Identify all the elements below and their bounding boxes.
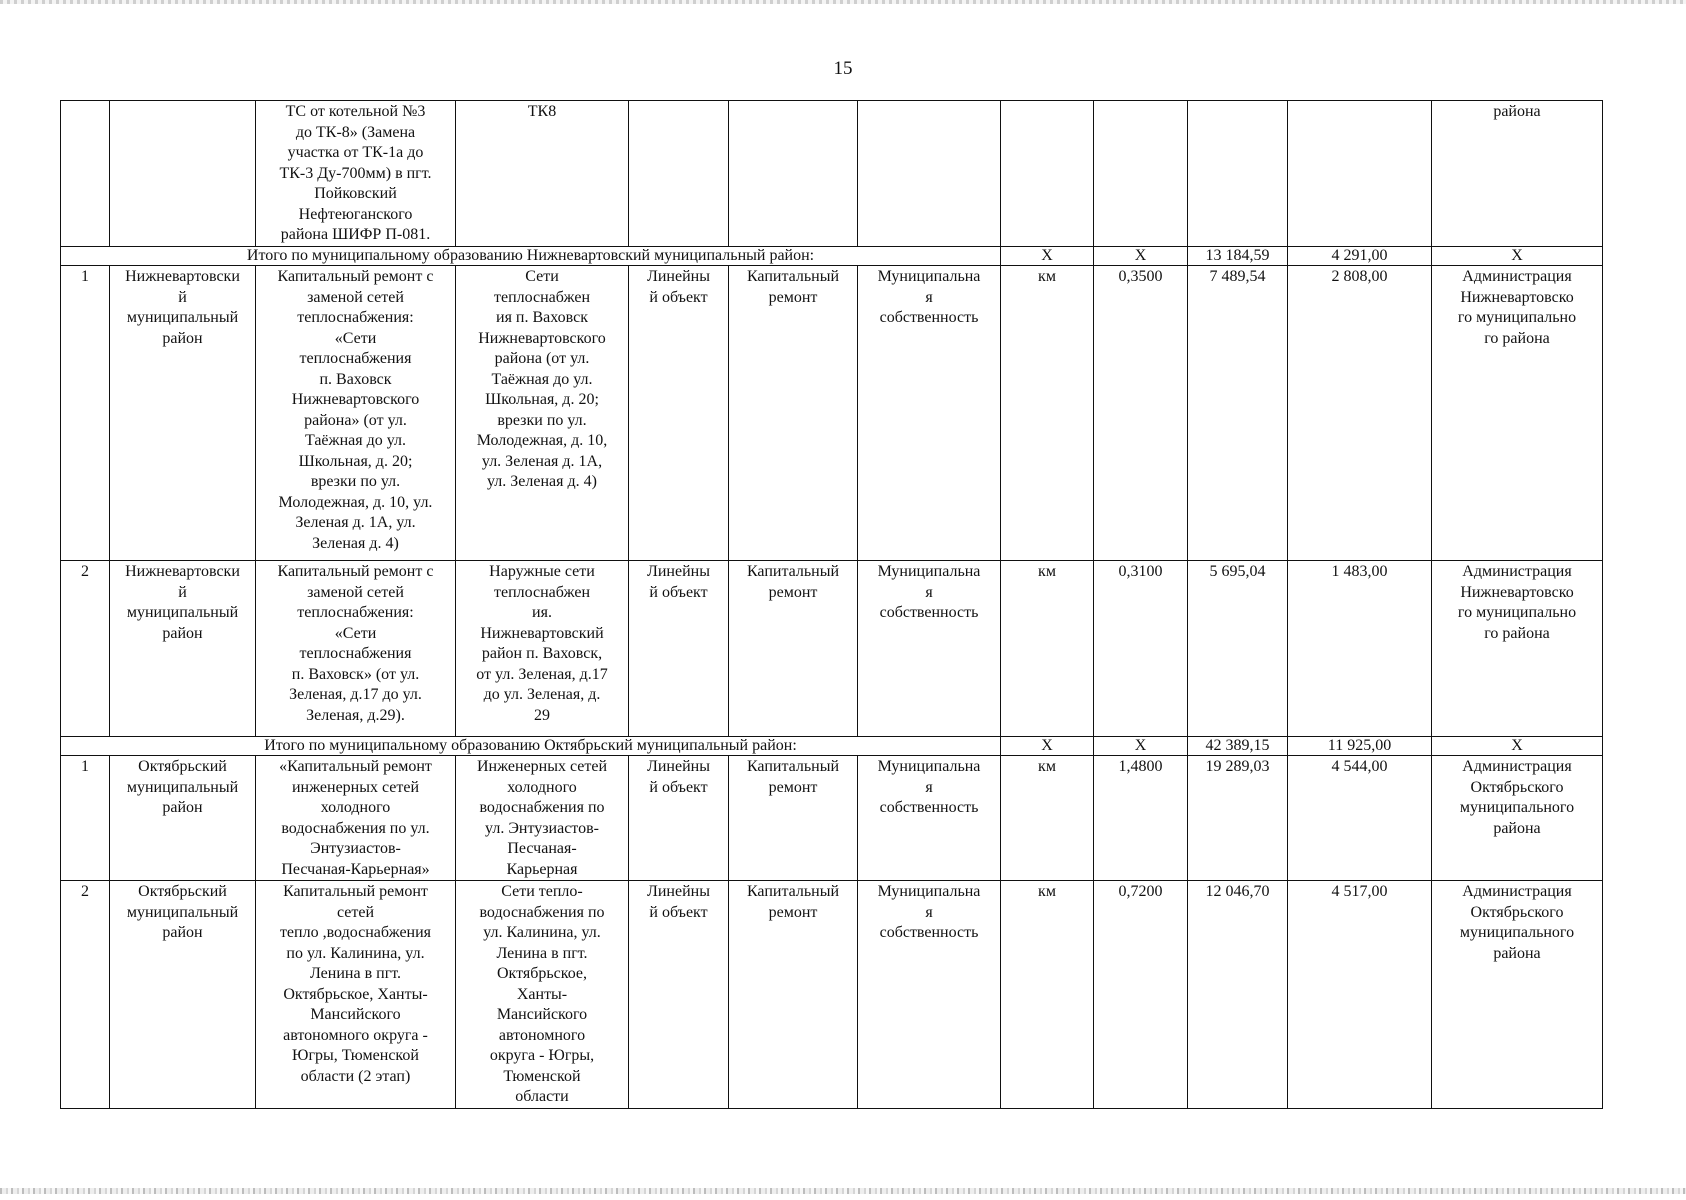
cell-budget: 2 808,00	[1288, 266, 1432, 561]
total-capacity: X	[1094, 247, 1188, 266]
cell-budget	[1288, 101, 1432, 247]
cell-project: ТС от котельной №3 до ТК-8» (Замена участка от ТК-1а до ТК-3 Ду-700мм) в пгт. Пойковский Нефтеюганского района ШИФР П-081.	[256, 101, 456, 247]
cell-capacity: 1,4800	[1094, 756, 1188, 881]
cell-customer: Администрация Октябрьского муниципального района	[1432, 756, 1603, 881]
cell-municipality: Октябрьский муниципальный район	[110, 881, 256, 1109]
cell-object-type: Линейны й объект	[629, 266, 729, 561]
continuation-row	[61, 101, 1603, 247]
cell-ownership: Муниципальна я собственность	[858, 561, 1001, 737]
cell-cost	[1188, 101, 1288, 247]
cell-cost: 19 289,03	[1188, 756, 1288, 881]
cell-project: Капитальный ремонт с заменой сетей теплоснабжения: «Сети теплоснабжения п. Ваховск Нижневартовского района» (от ул. Таёжная до ул. Школьная, д. 20; врезки по ул. Молодежная, д. 10, ул. Зеленая д. 1А, ул. Зеленая д. 4)	[256, 266, 456, 561]
cell-project: Капитальный ремонт с заменой сетей теплоснабжения: «Сети теплоснабжения п. Ваховск» (от ул. Зеленая, д.17 до ул. Зеленая, д.29).	[256, 561, 456, 737]
cell-ownership: Муниципальна я собственность	[858, 266, 1001, 561]
total-unit: X	[1001, 737, 1094, 756]
cell-object: Наружные сети теплоснабжен ия. Нижневартовский район п. Ваховск, от ул. Зеленая, д.17 до ул. Зеленая, д. 29	[456, 561, 629, 737]
total-customer: X	[1432, 737, 1603, 756]
cell-unit: км	[1001, 881, 1094, 1109]
cell-work-type	[729, 101, 858, 247]
total-unit: X	[1001, 247, 1094, 266]
cell-unit: км	[1001, 756, 1094, 881]
cell-capacity: 0,7200	[1094, 881, 1188, 1109]
cell-customer: Администрация Нижневартовско го муниципально го района	[1432, 266, 1603, 561]
cell-object: ТК8	[456, 101, 629, 247]
cell-cost: 7 489,54	[1188, 266, 1288, 561]
cell-num: 2	[61, 881, 110, 1109]
cell-capacity: 0,3100	[1094, 561, 1188, 737]
cell-project: «Капитальный ремонт инженерных сетей холодного водоснабжения по ул. Энтузиастов- Песчаная-Карьерная»	[256, 756, 456, 881]
cell-customer: Администрация Октябрьского муниципального района	[1432, 881, 1603, 1109]
cell-municipality: Октябрьский муниципальный район	[110, 756, 256, 881]
cell-ownership: Муниципальна я собственность	[858, 881, 1001, 1109]
total-budget: 4 291,00	[1288, 247, 1432, 266]
total-budget: 11 925,00	[1288, 737, 1432, 756]
cell-unit	[1001, 101, 1094, 247]
cell-object-type	[629, 101, 729, 247]
table-row	[61, 881, 1603, 1109]
cell-work-type: Капитальный ремонт	[729, 561, 858, 737]
cell-unit: км	[1001, 561, 1094, 737]
cell-object-type: Линейны й объект	[629, 561, 729, 737]
cell-object-type: Линейны й объект	[629, 756, 729, 881]
cell-municipality: Нижневартовски й муниципальный район	[110, 561, 256, 737]
total-capacity: X	[1094, 737, 1188, 756]
table-row	[61, 561, 1603, 737]
cell-cost: 12 046,70	[1188, 881, 1288, 1109]
total-label: Итого по муниципальному образованию Октябрьский муниципальный район:	[61, 737, 1001, 756]
cell-num: 1	[61, 756, 110, 881]
cell-num: 2	[61, 561, 110, 737]
cell-municipality	[110, 101, 256, 247]
cell-customer: района	[1432, 101, 1603, 247]
total-row	[61, 247, 1603, 266]
cell-work-type: Капитальный ремонт	[729, 881, 858, 1109]
cell-customer: Администрация Нижневартовско го муниципально го района	[1432, 561, 1603, 737]
cell-num: 1	[61, 266, 110, 561]
cell-capacity: 0,3500	[1094, 266, 1188, 561]
cell-budget: 4 517,00	[1288, 881, 1432, 1109]
total-cost: 13 184,59	[1188, 247, 1288, 266]
cell-object: Инженерных сетей холодного водоснабжения по ул. Энтузиастов- Песчаная- Карьерная	[456, 756, 629, 881]
cell-capacity	[1094, 101, 1188, 247]
table-row	[61, 756, 1603, 881]
cell-object: Сети теплоснабжен ия п. Ваховск Нижневартовского района (от ул. Таёжная до ул. Школьная, д. 20; врезки по ул. Молодежная, д. 10, ул. Зеленая д. 1А, ул. Зеленая д. 4)	[456, 266, 629, 561]
cell-ownership	[858, 101, 1001, 247]
cell-budget: 1 483,00	[1288, 561, 1432, 737]
total-customer: X	[1432, 247, 1603, 266]
cell-unit: км	[1001, 266, 1094, 561]
cell-ownership: Муниципальна я собственность	[858, 756, 1001, 881]
cell-cost: 5 695,04	[1188, 561, 1288, 737]
cell-object-type: Линейны й объект	[629, 881, 729, 1109]
total-cost: 42 389,15	[1188, 737, 1288, 756]
cell-work-type: Капитальный ремонт	[729, 756, 858, 881]
table-row	[61, 266, 1603, 561]
total-row	[61, 737, 1603, 756]
cell-budget: 4 544,00	[1288, 756, 1432, 881]
page-number: 15	[833, 58, 853, 79]
scan-edge-bottom	[0, 1188, 1686, 1194]
cell-object: Сети тепло- водоснабжения по ул. Калинина, ул. Ленина в пгт. Октябрьское, Ханты- Мансийского автономного округа - Югры, Тюменской области	[456, 881, 629, 1109]
cell-work-type: Капитальный ремонт	[729, 266, 858, 561]
cell-municipality: Нижневартовски й муниципальный район	[110, 266, 256, 561]
program-table	[60, 100, 1603, 1109]
scan-edge-top	[0, 0, 1686, 4]
total-label: Итого по муниципальному образованию Нижневартовский муниципальный район:	[61, 247, 1001, 266]
cell-num	[61, 101, 110, 247]
cell-project: Капитальный ремонт сетей тепло ,водоснабжения по ул. Калинина, ул. Ленина в пгт. Октябрьское, Ханты- Мансийского автономного округа - Югры, Тюменской области (2 этап)	[256, 881, 456, 1109]
